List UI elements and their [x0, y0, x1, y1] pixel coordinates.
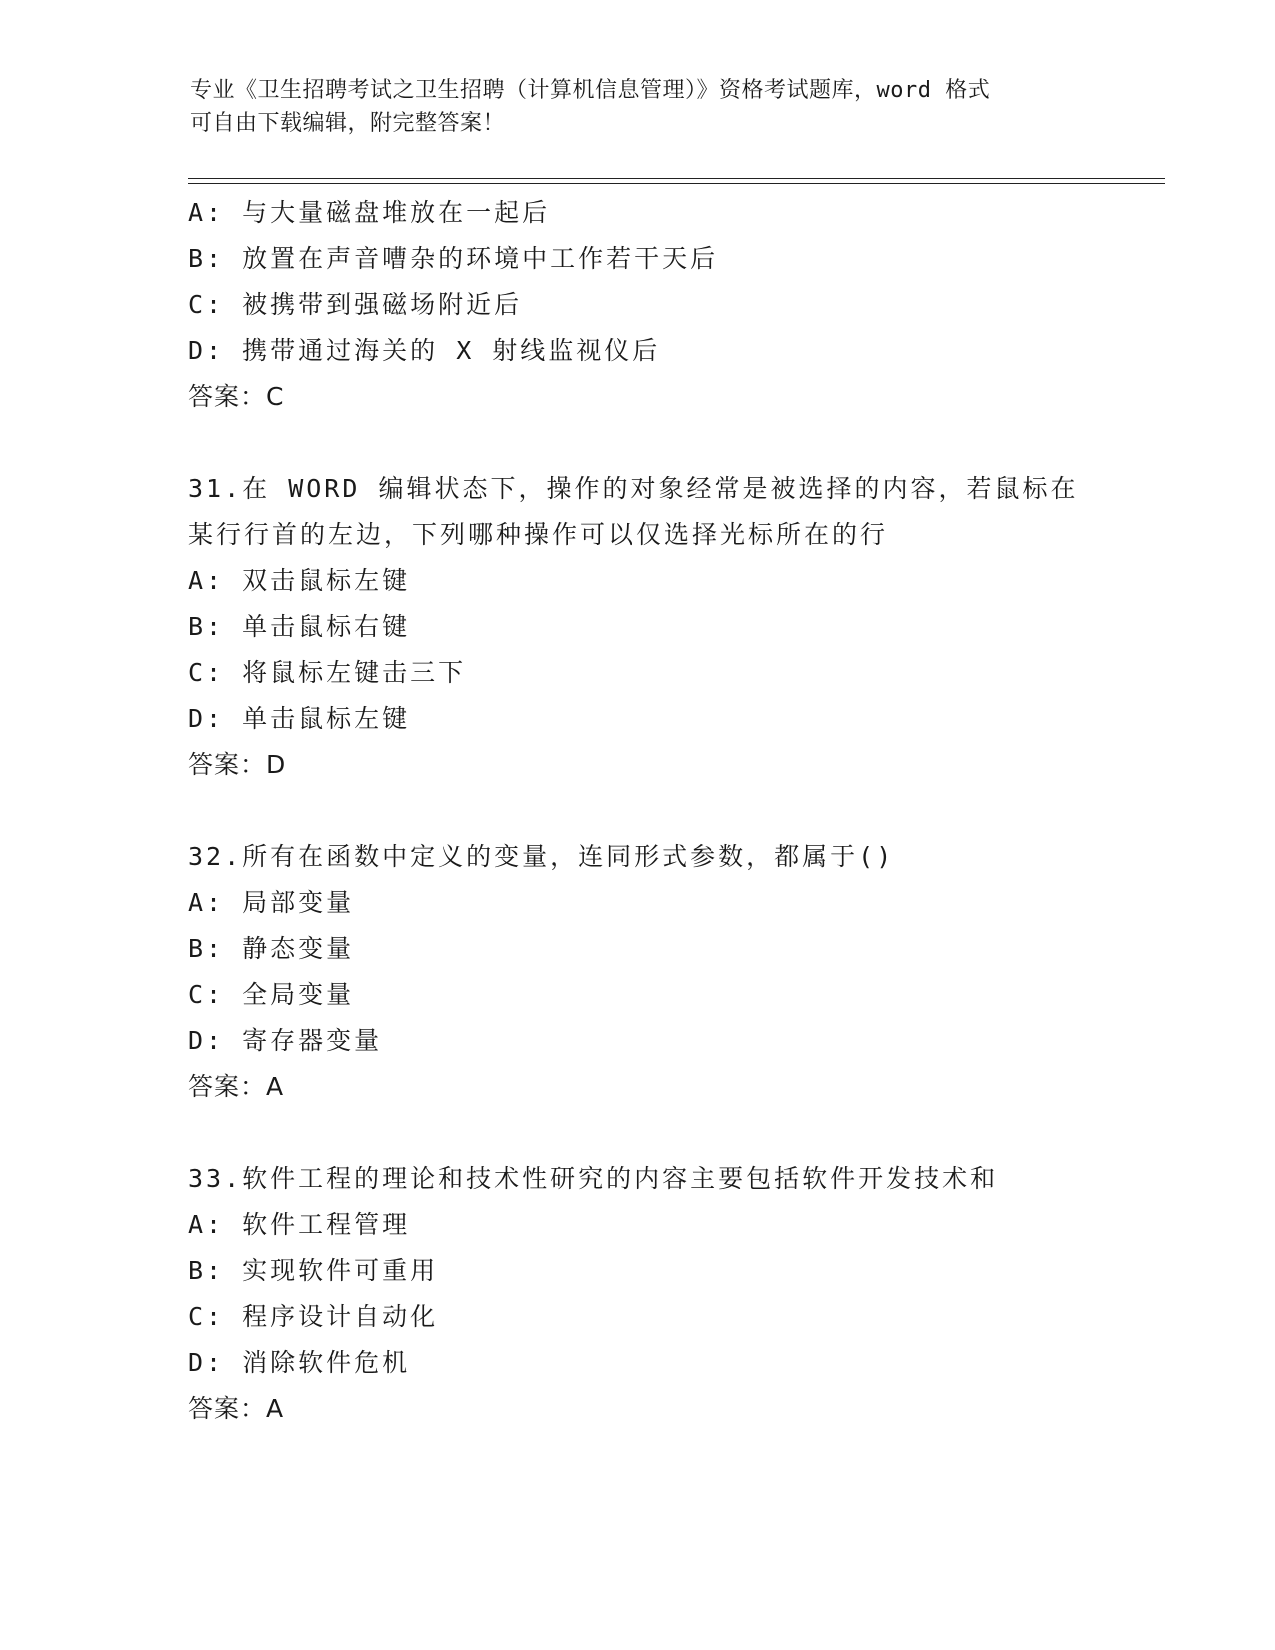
header-divider-bottom	[188, 183, 1165, 184]
option-d: D: 消除软件危机	[188, 1348, 411, 1377]
option-a: A: 双击鼠标左键	[188, 566, 411, 595]
answer-line: 答案：D	[188, 750, 287, 779]
answer-line: 答案：C	[188, 382, 285, 411]
question-block-previous	[188, 190, 1088, 420]
option-a: A: 局部变量	[188, 888, 355, 917]
option-b: B: 静态变量	[188, 934, 355, 963]
option-b: B: 单击鼠标右键	[188, 612, 411, 641]
option-d: D: 寄存器变量	[188, 1026, 383, 1055]
question-list	[188, 190, 1088, 1432]
spacer	[188, 1110, 1088, 1156]
document-header	[190, 74, 1090, 140]
question-stem-line-2: 某行行首的左边，下列哪种操作可以仅选择光标所在的行	[188, 520, 889, 549]
option-a: A: 软件工程管理	[188, 1210, 411, 1239]
question-block-32	[188, 834, 1088, 1110]
option-c: C: 程序设计自动化	[188, 1302, 439, 1331]
answer-line: 答案：A	[188, 1072, 285, 1101]
option-b: B: 放置在声音嘈杂的环境中工作若干天后	[188, 244, 719, 273]
option-c: C: 全局变量	[188, 980, 355, 1009]
header-line-2: 可自由下载编辑，附完整答案！	[190, 111, 506, 136]
question-stem: 32.所有在函数中定义的变量，连同形式参数，都属于()	[188, 842, 895, 871]
question-block-33	[188, 1156, 1088, 1432]
spacer	[188, 420, 1088, 466]
option-d: D: 单击鼠标左键	[188, 704, 411, 733]
spacer	[188, 788, 1088, 834]
option-c: C: 被携带到强磁场附近后	[188, 290, 523, 319]
option-b: B: 实现软件可重用	[188, 1256, 439, 1285]
option-d: D: 携带通过海关的 X 射线监视仪后	[188, 336, 661, 365]
header-divider-top	[188, 178, 1165, 179]
question-block-31	[188, 466, 1088, 788]
option-a: A: 与大量磁盘堆放在一起后	[188, 198, 551, 227]
header-line-1: 专业《卫生招聘考试之卫生招聘（计算机信息管理）》资格考试题库，word 格式	[190, 78, 991, 103]
option-c: C: 将鼠标左键击三下	[188, 658, 467, 687]
answer-line: 答案：A	[188, 1394, 285, 1423]
question-stem-line-1: 31.在 WORD 编辑状态下，操作的对象经常是被选择的内容，若鼠标在	[188, 474, 1079, 503]
question-stem: 33.软件工程的理论和技术性研究的内容主要包括软件开发技术和	[188, 1164, 999, 1193]
